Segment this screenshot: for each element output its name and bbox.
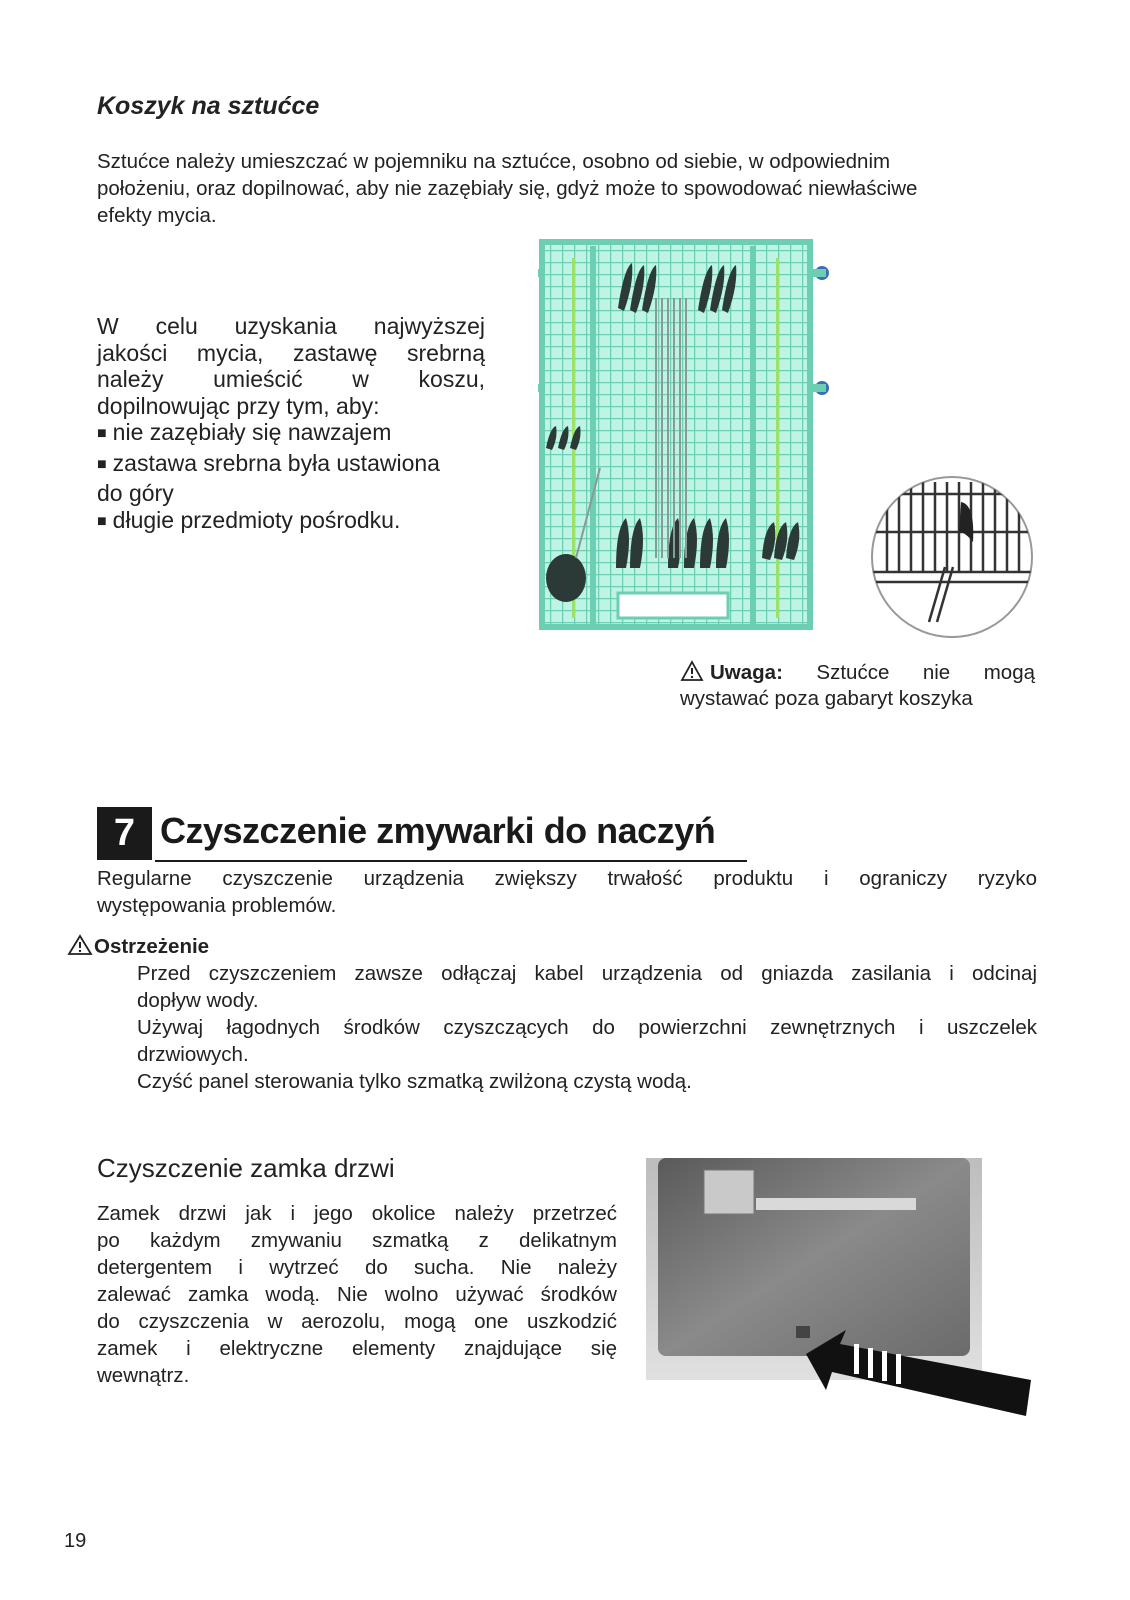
cutlery-basket-illustration [538, 238, 838, 638]
section-intro-line: występowania problemów. [97, 894, 337, 917]
intro-line: Sztućce należy umieszczać w pojemniku na sztućce, osobno od siebie, w odpowiednim [97, 150, 891, 173]
door-lock-line: Zamek drzwi jak i jego okolice należy przetrzeć [97, 1202, 617, 1225]
bullet-item [97, 507, 485, 538]
section-intro [97, 865, 1037, 919]
door-lock-line: detergentem i wytrzeć do sucha. Nie należy [97, 1256, 617, 1279]
warning-triangle-icon [680, 660, 704, 682]
door-lock-line: do czyszczenia w aerozolu, mogą one uszkodzić [97, 1310, 617, 1333]
silverware-instructions [97, 313, 485, 537]
instruction-line: należy umieścić w koszu, [97, 366, 485, 392]
intro-line: położeniu, oraz dopilnować, aby nie zazębiały się, gdyż może to spowodować niewłaściwe [97, 177, 918, 200]
door-lock-line: zalewać zamka wodą. Nie wolno używać środków [97, 1283, 617, 1306]
warning-line: dopływ wody. [137, 989, 259, 1012]
note-line [680, 660, 1035, 686]
warning-line: Używaj łagodnych środków czyszczących do powierzchni zewnętrznych i uszczelek [137, 1016, 1037, 1039]
instruction-line: dopilnowując przy tym, aby: [97, 392, 380, 419]
bullet-item [97, 450, 485, 481]
bullet-text: nie zazębiały się nawzajem [112, 419, 392, 445]
door-lock-line: zamek i elektryczne elementy znajdujące się [97, 1337, 617, 1360]
warning-triangle-icon [67, 934, 93, 956]
warning-heading-text: Ostrzeżenie [94, 935, 210, 958]
warning-heading [67, 934, 209, 959]
warning-line: drzwiowych. [137, 1043, 249, 1066]
door-lock-line: po każdym zmywaniu szmatką z delikatnym [97, 1229, 617, 1252]
door-lock-paragraph [97, 1200, 617, 1389]
instruction-line: jakości mycia, zastawę srebrną [97, 339, 485, 366]
section-number-badge: 7 [97, 807, 152, 860]
door-lock-heading: Czyszczenie zamka drzwi [97, 1153, 395, 1183]
bullet-text: zastawa srebrna była ustawiona [112, 449, 440, 476]
note-text: Sztućce nie mogą [816, 661, 1035, 684]
cutlery-note [680, 660, 1035, 712]
bullet-text: długie przedmioty pośrodku. [112, 506, 401, 533]
section-intro-line: Regularne czyszczenie urządzenia zwiększy trwałość produktu i ograniczy ryzyko [97, 867, 1037, 890]
warning-line: Przed czyszczeniem zawsze odłączaj kabel urządzenia od gniazda zasilania i odcinaj [137, 962, 1037, 985]
warning-body [137, 960, 1037, 1095]
cutlery-intro-paragraph [97, 148, 1037, 229]
intro-line: efekty mycia. [97, 204, 217, 227]
note-line: wystawać poza gabaryt koszyka [680, 687, 973, 710]
warning-line: Czyść panel sterowania tylko szmatką zwilżoną czystą wodą. [137, 1070, 692, 1093]
bullet-item [97, 419, 485, 450]
page-number: 19 [64, 1530, 87, 1552]
dishwasher-door-photo [646, 1158, 1036, 1418]
instruction-line: W celu uzyskania najwyższej [97, 313, 485, 339]
section-title-underline [155, 860, 747, 862]
section-title: Czyszczenie zmywarki do naczyń [160, 810, 716, 851]
bullet-continuation: do góry [97, 480, 174, 506]
basket-detail-zoom [867, 472, 1037, 642]
door-lock-line: wewnątrz. [97, 1364, 190, 1387]
note-label: Uwaga: [710, 661, 783, 684]
cutlery-basket-heading: Koszyk na sztućce [97, 92, 320, 120]
